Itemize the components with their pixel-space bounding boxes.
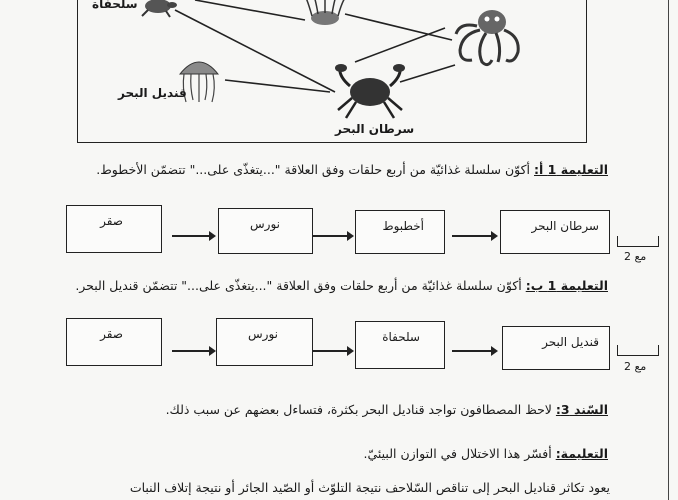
crab-icon (334, 64, 406, 120)
score-1a: مع 2 (624, 250, 647, 263)
score-bracket-1a (617, 236, 659, 247)
task-1b-title: التعليمة 1 ب: (525, 278, 608, 293)
jellyfish-label: قنديل البحر (118, 86, 187, 100)
link-octopus-crab-top (355, 28, 445, 62)
octopus-icon (452, 4, 524, 70)
support-3-line (166, 402, 608, 417)
link-anemone-octopus (345, 14, 452, 40)
chain-1a-arrow-1 (452, 235, 492, 237)
support-3-text: لاحظ المصطافون تواجد قناديل البحر بكثرة، فتساءل بعضهم عن سبب ذلك. (165, 402, 556, 417)
task-1a-line (96, 162, 608, 177)
chain-1b-box-3: نورس (216, 318, 313, 366)
chain-1a-arrow-3 (172, 235, 210, 237)
answer-line: يعود تكاثر قناديل البحر إلى تناقص السّلاحف نتيجة التلوّث أو الصّيد الجائر أو نتيجة إتلاف النبات (129, 480, 610, 495)
score-bracket-1b (617, 345, 659, 356)
support-3-title: السّند 3: (555, 402, 608, 417)
chain-1b-box-1: قنديل البحر (502, 326, 610, 370)
instruction-text: أفسّر هذا الاختلال في التوازن البيئيّ. (363, 446, 556, 461)
turtle-icon (140, 0, 180, 18)
link-turtle-anemone (195, 0, 305, 20)
task-1b-text: أكوّن سلسلة غذائيّة من أربع حلقات وفق العلاقة "...يتغذّى على..." تتضمّن قنديل البحر. (75, 278, 526, 293)
chain-1a-box-1: سرطان البحر (500, 210, 610, 254)
chain-1b-arrow-3 (172, 350, 210, 352)
link-octopus-crab (400, 65, 455, 82)
chain-1b-box-2: سلحفاة (355, 321, 445, 369)
chain-1a-box-3: نورس (218, 208, 313, 254)
chain-1a-arrow-2 (310, 235, 348, 237)
task-1a-title: التعليمة 1 أ: (534, 162, 608, 177)
crab-label: سرطان البحر (335, 122, 415, 136)
instruction-title: التعليمة: (555, 446, 608, 461)
chain-1a-box-4: صقر (66, 205, 162, 253)
task-1b-line (75, 278, 608, 293)
chain-1b-arrow-1 (452, 350, 492, 352)
margin-rule (668, 0, 669, 500)
task-1a-text: أكوّن سلسلة غذائيّة من أربع حلقات وفق العلاقة "...يتغذّى على..." تتضمّن الأخطوط. (96, 162, 534, 177)
chain-1a-box-2: أخطبوط (355, 210, 445, 254)
sea-anemone-icon (302, 0, 348, 26)
instruction-line (364, 446, 609, 461)
turtle-label: سلحفاة (92, 0, 138, 11)
chain-1b-arrow-2 (310, 350, 348, 352)
chain-1b-box-4: صقر (66, 318, 162, 366)
score-1b: مع 2 (624, 360, 647, 373)
